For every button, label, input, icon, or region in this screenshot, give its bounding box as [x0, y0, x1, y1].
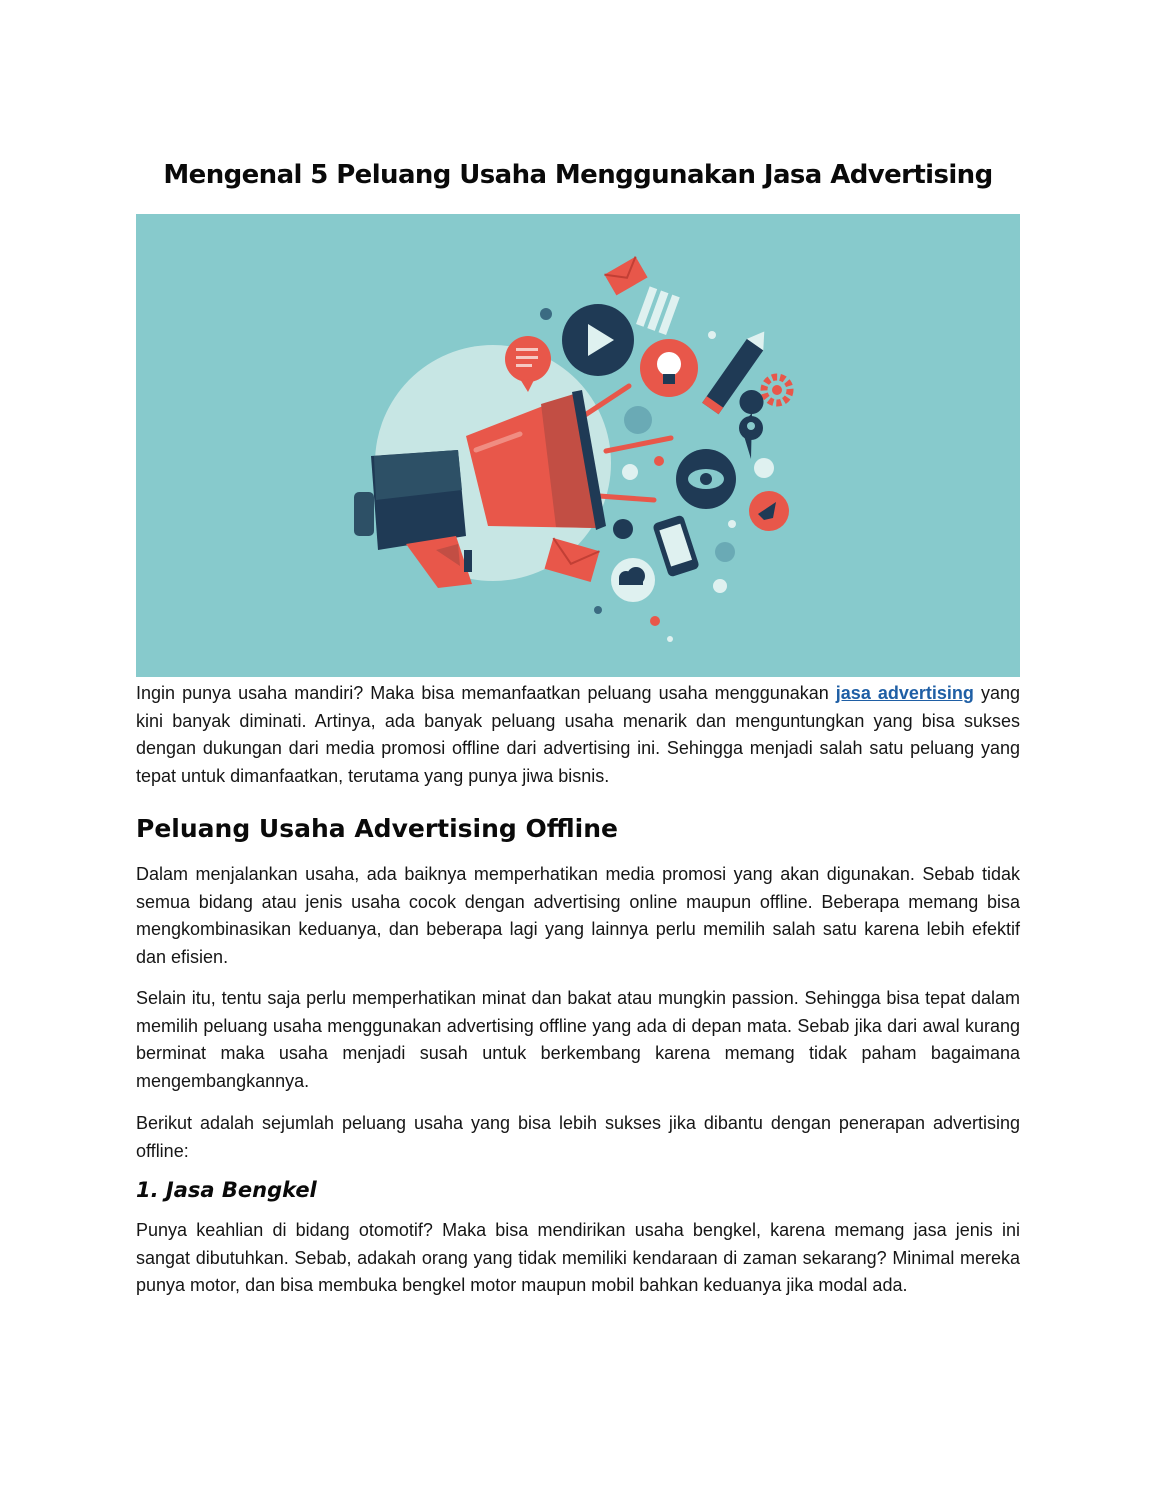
- intro-text-start: Ingin punya usaha mandiri? Maka bisa memanfaatkan peluang usaha menggunakan: [136, 683, 836, 703]
- dot: [728, 520, 736, 528]
- tag-icon: [636, 286, 680, 335]
- dot: [715, 542, 735, 562]
- cloud-icon: [611, 558, 655, 602]
- dot: [624, 406, 652, 434]
- dot: [654, 456, 664, 466]
- dot: [713, 579, 727, 593]
- section-heading: Peluang Usaha Advertising Offline: [136, 814, 619, 843]
- subheading-jasa-bengkel: 1. Jasa Bengkel: [136, 1178, 317, 1202]
- dot: [754, 458, 774, 478]
- dot: [708, 331, 716, 339]
- envelope-icon: [604, 257, 647, 296]
- dot: [650, 616, 660, 626]
- gear-icon: [764, 377, 790, 403]
- intro-paragraph: [136, 680, 1020, 790]
- dot: [594, 606, 602, 614]
- jasa-advertising-link[interactable]: jasa advertising: [835, 683, 974, 703]
- map-pin-icon: [739, 390, 764, 459]
- dot: [622, 464, 638, 480]
- paragraph-2: Selain itu, tentu saja perlu memperhatikan minat dan bakat atau mungkin passion. Sehingga bisa tepat dalam memilih peluang usaha menggunakan advertising offline yang ada di depan mata. Sebab jika dari awal kurang berminat maka usaha menjadi susah untuk berkembang karena memang tidak paham bagaimana mengembangkannya.: [136, 988, 1020, 1091]
- smartphone-icon: [652, 514, 700, 577]
- intro-text-end: yang kini banyak diminati. Artinya, ada banyak peluang usaha menarik dan menguntungkan yang bisa sukses dengan dukungan dari media promosi offline dari advertising ini. Sehingga menjadi salah satu peluang yang tepat untuk dimanfaatkan, terutama yang punya jiwa bisnis.: [136, 683, 1020, 786]
- hero-illustration: [136, 214, 1020, 677]
- eye-icon: [676, 449, 736, 509]
- play-icon: [562, 304, 634, 376]
- dot: [540, 308, 552, 320]
- lightbulb-icon: [640, 339, 698, 397]
- article-title: Mengenal 5 Peluang Usaha Menggunakan Jasa Advertising: [163, 160, 993, 190]
- paragraph-jasa-bengkel: Punya keahlian di bidang otomotif? Maka bisa mendirikan usaha bengkel, karena memang jasa jenis ini sangat dibutuhkan. Sebab, adakah orang yang tidak memiliki kendaraan di zaman sekarang? Minimal mereka punya motor, dan bisa membuka bengkel motor maupun mobil bahkan keduanya jika modal ada.: [136, 1220, 1020, 1296]
- dot: [613, 519, 633, 539]
- paragraph-1: Dalam menjalankan usaha, ada baiknya memperhatikan media promosi yang akan digunakan. Sebab tidak semua bidang atau jenis usaha cocok dengan advertising online maupun offline. Beberapa memang bisa mengkombinasikan keduanya, dan beberapa lagi yang lainnya perlu memilih salah satu karena lebih efektif dan efisien.: [136, 864, 1020, 967]
- mail-icon: [545, 538, 600, 582]
- twitter-icon: [749, 491, 789, 531]
- dot: [667, 636, 673, 642]
- paragraph-3: Berikut adalah sejumlah peluang usaha yang bisa lebih sukses jika dibantu dengan penerapan advertising offline:: [136, 1113, 1020, 1161]
